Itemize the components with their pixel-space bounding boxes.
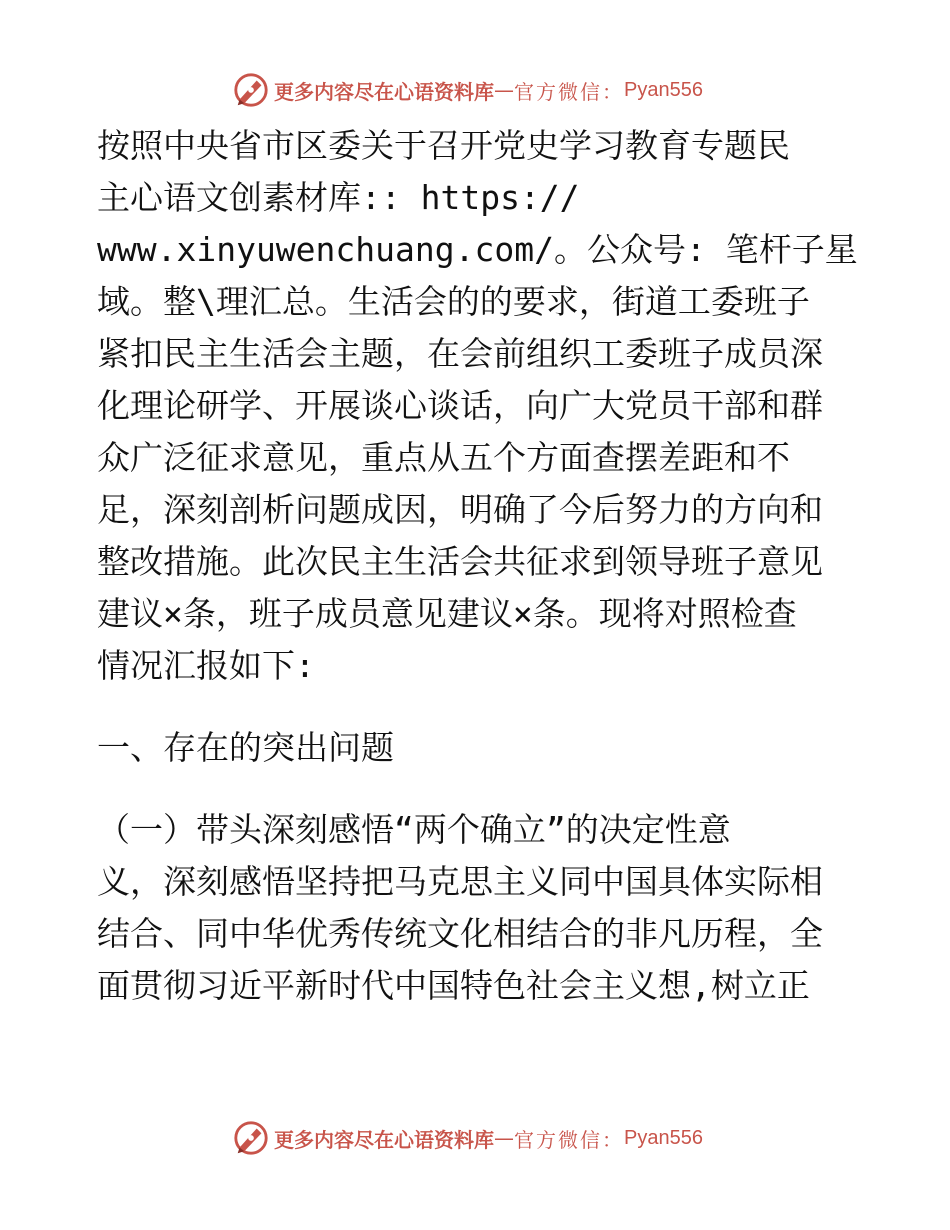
paragraph-line: www.xinyuwenchuang.com/。公众号: 笔杆子星 — [97, 230, 858, 269]
paragraph-line: 化理论研学、开展谈心谈话，向广大党员干部和群 — [97, 386, 823, 425]
paragraph-line: 域。整\理汇总。生活会的的要求，街道工委班子 — [97, 282, 810, 321]
paragraph-line: 整改措施。此次民主生活会共征求到领导班子意见 — [97, 542, 823, 581]
banner-separator: — — [494, 1126, 514, 1150]
paragraph-line: 主心语文创素材库:: https:// — [97, 178, 580, 217]
subsection-line: 结合、同中华优秀传统文化相结合的非凡历程，全 — [97, 914, 823, 953]
subsection-line: 义，深刻感悟坚持把马克思主义同中国具体实际相 — [97, 862, 823, 901]
pen-logo-icon — [232, 71, 270, 109]
paragraph-line: 建议×条，班子成员意见建议×条。现将对照检查 — [97, 594, 797, 633]
header-watermark-banner — [232, 70, 703, 110]
banner-separator: — — [494, 78, 514, 102]
pen-logo-icon — [232, 1119, 270, 1157]
paragraph-line: 情况汇报如下: — [97, 646, 315, 685]
banner-main-text: 更多内容尽在心语资料库 — [274, 79, 494, 104]
paragraph-line: 紧扣民主生活会主题，在会前组织工委班子成员深 — [97, 334, 823, 373]
paragraph-line: 众广泛征求意见，重点从五个方面查摆差距和不 — [97, 438, 790, 477]
banner-main-text: 更多内容尽在心语资料库 — [274, 1127, 494, 1152]
paragraph-line: 足，深刻剖析问题成因，明确了今后努力的方向和 — [97, 490, 823, 529]
subsection-line: （一）带头深刻感悟“两个确立”的决定性意 — [97, 810, 731, 849]
footer-watermark-banner — [232, 1118, 703, 1158]
banner-wechat-label: 官方微信： — [514, 79, 624, 104]
section-heading: 一、存在的突出问题 — [97, 728, 394, 767]
paragraph-line: 按照中央省市区委关于召开党史学习教育专题民 — [97, 126, 790, 165]
banner-wechat-label: 官方微信： — [514, 1127, 624, 1152]
document-body — [97, 120, 857, 1012]
banner-wechat-id: Pyan556 — [624, 78, 703, 101]
subsection-line: 面贯彻习近平新时代中国特色社会主义想,树立正 — [97, 966, 810, 1005]
banner-wechat-id: Pyan556 — [624, 1126, 703, 1149]
